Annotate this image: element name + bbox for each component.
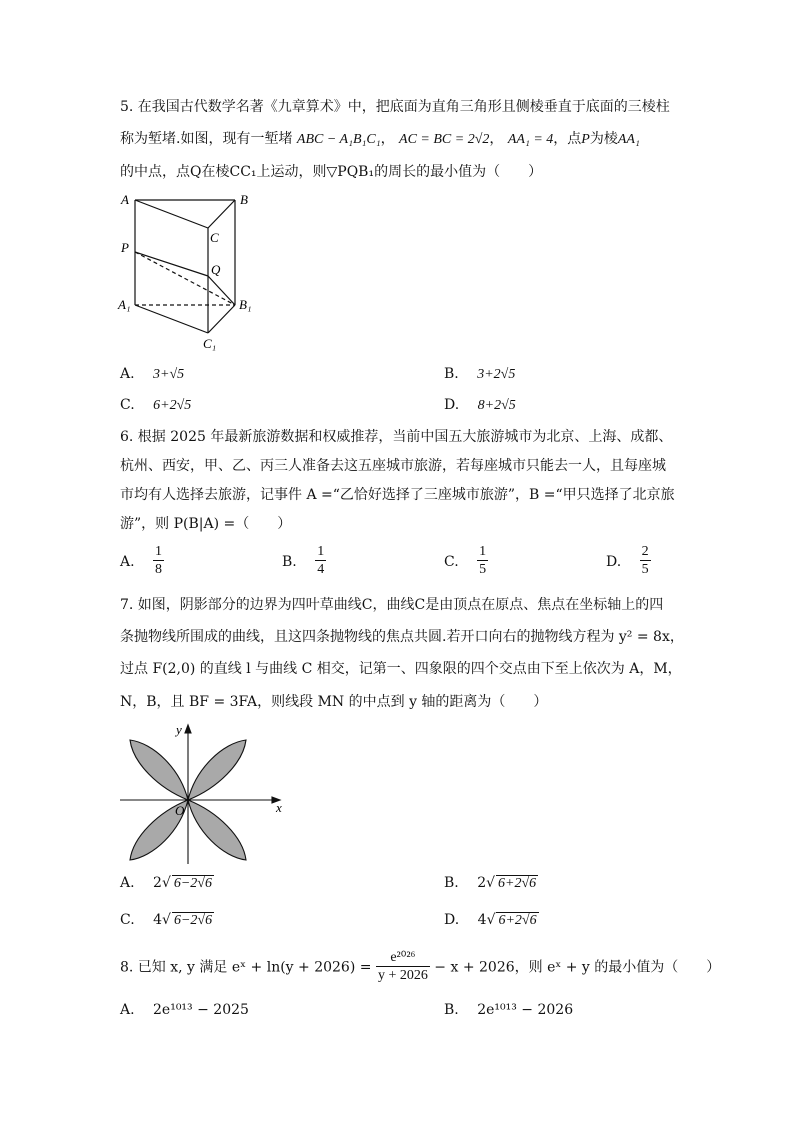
q7-label-y: y (176, 722, 182, 737)
q7-leaf-upper-left (130, 740, 188, 800)
q5-label-b1: B₁ (239, 297, 252, 312)
q6-option-c-num: 1 (479, 544, 487, 559)
q5-option-d-label: D. (444, 397, 460, 413)
q7-option-a[interactable] (120, 875, 214, 891)
q7-line-1: 7. 如图，阴影部分的边界为四叶草曲线C，曲线C是由顶点在原点、焦点在坐标轴上的四 (120, 597, 664, 613)
q7-option-c-inner: 6−2√6 (173, 913, 213, 928)
q7-option-b-radical-icon: √ (486, 875, 496, 891)
q6-option-b[interactable] (282, 544, 326, 579)
q5-option-c-text: 6+2√5 (153, 398, 192, 413)
q7-option-d-radical-icon: √ (486, 912, 496, 928)
q5-line-2-text-c: 为棱 (589, 131, 618, 147)
q5-option-a[interactable] (120, 366, 184, 383)
q5-line-2-text-a: 称为堑堵.如图，现有一堑堵 (120, 131, 293, 147)
q6-line-4: 游”，则 P(B|A) =（ ） (120, 516, 292, 532)
q7-option-a-label: A. (120, 875, 135, 891)
q6-option-b-den: 4 (317, 562, 325, 577)
q5-label-q: Q (211, 262, 221, 277)
q6-option-d[interactable] (606, 544, 651, 579)
q5-label-c1: C₁ (203, 336, 217, 351)
q7-label-o: O (175, 803, 185, 818)
q7-label-x: x (276, 800, 282, 815)
q5-label-a: A (121, 192, 129, 207)
q8-suffix: − x + 2026，则 eˣ + y 的最小值为（ ） (434, 959, 721, 976)
q7-option-d-label: D. (444, 912, 460, 928)
q5-line-3: 的中点，点Q在棱CC₁上运动，则▽PQB₁的周长的最小值为（ ） (120, 164, 543, 180)
q5-option-a-text: 3+√5 (153, 367, 185, 382)
q5-option-b[interactable] (444, 366, 515, 383)
q6-option-b-num: 1 (317, 544, 325, 559)
q6-option-a[interactable] (120, 544, 164, 579)
q6-option-a-fraction (153, 544, 164, 579)
q7-option-c-radical-icon: √ (162, 912, 171, 928)
q7-option-d-inner: 6+2√6 (498, 913, 537, 928)
q7-option-a-inner: 6−2√6 (173, 876, 212, 891)
q8-option-b-label: B. (444, 1002, 459, 1018)
q5-option-d-text: 8+2√5 (477, 398, 516, 413)
q5-label-c: C (210, 230, 219, 245)
q6-option-d-num: 2 (641, 544, 649, 559)
q8-line-1 (120, 950, 720, 985)
q5-line-2: 称为堑堵.如图，现有一堑堵 ABC − A₁B₁C₁， AC = BC = 2√2， AA₁ = 4，点P为棱AA₁ (120, 131, 640, 147)
q6-line-3: 市均有人选择去旅游，记事件 A =“乙恰好选择了三座城市旅游”，B =“甲只选择了北京旅 (120, 487, 675, 503)
q5-option-d[interactable] (444, 397, 516, 414)
q5-label-b: B (240, 192, 248, 207)
q5-option-b-label: B. (444, 366, 459, 382)
q7-option-b-inner: 6+2√6 (498, 876, 537, 891)
q5-label-a1: A₁ (118, 297, 131, 312)
q6-option-a-den: 8 (155, 562, 163, 577)
q7-option-b[interactable] (444, 875, 538, 891)
q6-option-d-den: 5 (641, 562, 649, 577)
q7-option-b-coef: 2 (477, 875, 487, 891)
q5-label-p: P (121, 240, 129, 255)
q7-option-b-label: B. (444, 875, 459, 891)
q8-option-a-label: A. (120, 1002, 135, 1018)
q6-option-c[interactable] (444, 544, 488, 579)
q8-option-b-text: 2e¹⁰¹³ − 2026 (477, 1002, 574, 1018)
q7-y-axis-arrow (185, 725, 191, 733)
q8-option-a-text: 2e¹⁰¹³ − 2025 (153, 1002, 249, 1018)
q6-option-c-label: C. (444, 553, 459, 570)
q7-option-a-coef: 2 (153, 875, 162, 891)
q6-line-2: 杭州、西安，甲、乙、丙三人准备去这五座城市旅游，若每座城市只能去一人，且每座城 (120, 458, 666, 474)
q7-line-4: N，B，且 BF = 3FA，则线段 MN 的中点到 y 轴的距离为（ ） (120, 694, 548, 710)
q7-clover-figure (118, 718, 293, 868)
q5-option-a-label: A. (120, 366, 135, 382)
q8-option-b[interactable] (444, 1002, 573, 1018)
q7-option-a-radical-icon: √ (161, 875, 171, 891)
q7-option-c-label: C. (120, 912, 135, 928)
q5-line-2-text-b: ，点 (553, 131, 582, 147)
q7-leaf-upper-right (188, 740, 246, 800)
q8-fraction-num: e²⁰²⁶ (376, 950, 430, 967)
q8-fraction (376, 950, 430, 985)
q5-line-1: 5. 在我国古代数学名著《九章算术》中，把底面为直角三角形且侧棱垂直于底面的三棱柱 (120, 99, 670, 115)
q5-ac-bc-expr: AC = BC = 2√2 (399, 132, 490, 147)
q5-prism-figure (115, 188, 295, 358)
q7-line-2: 条抛物线所围成的曲线，且这四条抛物线的焦点共圆.若开口向右的抛物线方程为 y² = 8x， (120, 629, 684, 645)
q5-edge-aa1: AA₁ (617, 132, 640, 147)
q7-leaf-lower-right (188, 800, 246, 860)
q6-option-b-label: B. (282, 553, 297, 570)
q6-option-c-fraction (477, 544, 488, 579)
q6-option-a-label: A. (120, 553, 135, 570)
q7-option-d[interactable] (444, 912, 539, 928)
q5-option-c[interactable] (120, 397, 191, 414)
q5-option-b-text: 3+2√5 (477, 367, 516, 382)
q6-option-d-label: D. (606, 553, 622, 570)
q5-aa1-expr: AA₁ = 4 (507, 132, 554, 147)
q6-line-1: 6. 根据 2025 年最新旅游数据和权威推荐，当前中国五大旅游城市为北京、上海、成都、 (120, 429, 673, 445)
q6-option-b-fraction (315, 544, 326, 579)
q5-point-p: P (581, 132, 590, 147)
q8-prefix: 8. 已知 x, y 满足 eˣ + ln(y + 2026) = (120, 959, 372, 976)
q6-option-d-fraction (640, 544, 651, 579)
q6-option-c-den: 5 (479, 562, 487, 577)
q5-prism-expr: ABC − A₁B₁C₁ (296, 132, 381, 147)
q7-option-c[interactable] (120, 912, 214, 928)
q8-fraction-den: y + 2026 (377, 968, 428, 983)
q7-line-3: 过点 F(2,0) 的直线 l 与曲线 C 相交，记第一、四象限的四个交点由下至上依次为 A，M， (120, 661, 682, 677)
q6-option-a-num: 1 (155, 544, 163, 559)
q7-option-c-coef: 4 (153, 912, 163, 928)
q8-option-a[interactable] (120, 1002, 249, 1018)
q5-option-c-label: C. (120, 397, 135, 413)
q7-option-d-coef: 4 (477, 912, 487, 928)
